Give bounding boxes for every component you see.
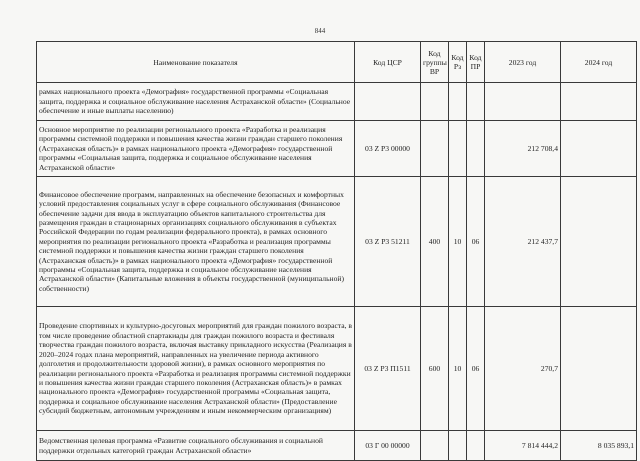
table-header-row — [37, 42, 637, 83]
row-name: Финансовое обеспечение программ, направленных на обеспечение безопасных и комфортных условий предоставления социальных услуг в сфере социального обслуживания (Финансовое обеспечение задачи для ввода в эксплуатацию объектов капитального строительства для размещения граждан в стационарных организациях социального обслуживания в субъектах Российской Федерации по годам реализации федерального проекта), в рамках основного мероприятия по реализации регионального проекта «Разработка и реализация программы системной поддержки и повышения качества жизни граждан старшего поколения (Астраханская область)» в рамках национального проекта «Демография» государственной программы «Социальная защита, поддержка и социальное обслуживание населения Астраханской области» (Капитальные вложения в объекты государственной (муниципальной) собственности) — [37, 177, 355, 307]
row-vr: 400 — [421, 177, 449, 307]
budget-table — [36, 41, 637, 461]
table-row — [37, 83, 637, 121]
row-2023: 270,7 — [485, 307, 561, 431]
page-number: 844 — [314, 27, 326, 35]
row-csr: 03 Z P3 51211 — [355, 177, 421, 307]
row-name: Основное мероприятие по реализации регионального проекта «Разработка и реализация программы системной поддержки и повышения качества жизни граждан старшего поколения (Астраханская область)» в рамках национального проекта «Демография» государственной программы «Социальная защита, поддержка и социальное обслуживание населения Астраханской области» — [37, 121, 355, 177]
row-2023: 7 814 444,2 — [485, 431, 561, 461]
table-row — [37, 177, 637, 307]
header-vr-code: Код группы ВР — [421, 42, 449, 83]
row-2024: 8 035 893,1 — [561, 431, 637, 461]
row-pr: 06 — [467, 307, 485, 431]
row-vr — [421, 121, 449, 177]
row-2024 — [561, 121, 637, 177]
row-2023 — [485, 83, 561, 121]
row-csr — [355, 83, 421, 121]
row-rz — [449, 431, 467, 461]
row-csr: 03 Z P3 П1511 — [355, 307, 421, 431]
row-pr — [467, 431, 485, 461]
row-pr — [467, 83, 485, 121]
row-vr — [421, 431, 449, 461]
row-2024 — [561, 307, 637, 431]
row-csr: 03 Z P3 00000 — [355, 121, 421, 177]
row-2023: 212 708,4 — [485, 121, 561, 177]
table-row — [37, 431, 637, 461]
row-name: рамках национального проекта «Демография» государственной программы «Социальная защита, поддержка и социальное обслуживание населения Астраханской области» (Социальное обеспечение и иные выплаты населению) — [37, 83, 355, 121]
row-vr — [421, 83, 449, 121]
row-name: Проведение спортивных и культурно-досуговых мероприятий для граждан пожилого возраста, в том числе проведение областной спартакиады для граждан пожилого возраста и фестиваля творчества граждан пожилого возраста, включая выставку прикладного искусства (Реализация в 2020–2024 годах плана мероприятий, направленных на увеличение периода активного долголетия и продолжительности здоровой жизни), в рамках основного мероприятия по реализации регионального проекта «Разработка и реализация программы системной поддержки и повышения качества жизни граждан старшего поколения (Астраханская область)» в рамках национального проекта «Демография» государственной программы «Социальная защита, поддержка и социальное обслуживание населения Астраханской области» (Предоставление субсидий бюджетным, автономным учреждениям и иным некоммерческим организациям) — [37, 307, 355, 431]
row-rz — [449, 121, 467, 177]
row-name: Ведомственная целевая программа «Развитие социального обслуживания и социальной поддержки отдельных категорий граждан Астраханской области» — [37, 431, 355, 461]
header-indicator-name: Наименование показателя — [37, 42, 355, 83]
row-rz: 10 — [449, 177, 467, 307]
row-pr — [467, 121, 485, 177]
row-2024 — [561, 83, 637, 121]
row-vr: 600 — [421, 307, 449, 431]
row-pr: 06 — [467, 177, 485, 307]
header-year-2023: 2023 год — [485, 42, 561, 83]
row-rz — [449, 83, 467, 121]
table-row — [37, 121, 637, 177]
row-rz: 10 — [449, 307, 467, 431]
header-year-2024: 2024 год — [561, 42, 637, 83]
header-pr-code: Код ПР — [467, 42, 485, 83]
table-row — [37, 307, 637, 431]
header-csr-code: Код ЦСР — [355, 42, 421, 83]
row-2023: 212 437,7 — [485, 177, 561, 307]
header-rz-code: Код Рз — [449, 42, 467, 83]
row-csr: 03 Г 00 00000 — [355, 431, 421, 461]
row-2024 — [561, 177, 637, 307]
